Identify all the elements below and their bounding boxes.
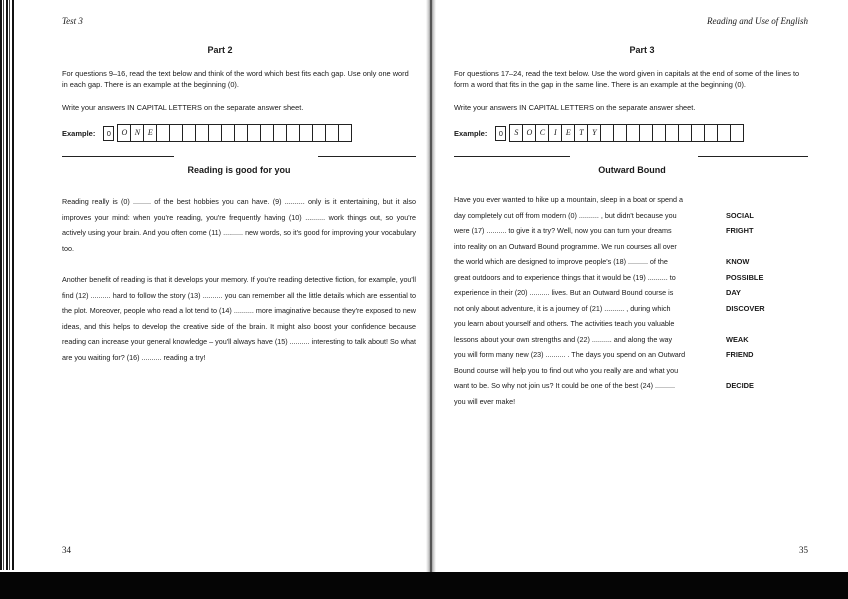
answer-letter-box [273,124,287,142]
stem-word: DISCOVER [726,303,765,313]
answer-letter-box [182,124,196,142]
running-header: Reading and Use of English [707,16,808,26]
stem-word: FRIGHT [726,226,754,236]
answer-letter-box [169,124,183,142]
example-answer-boxes [118,124,352,142]
stem-word: WEAK [726,334,749,344]
answer-letter-box: C [535,124,549,142]
line-text: you learn about yourself and others. The activities teach you valuable [454,319,675,329]
answer-letter-box: E [561,124,575,142]
line-text: day completely cut off from modern (0) .......... , but didn't because you [454,210,677,220]
answer-letter-box [717,124,731,142]
stem-word: SOCIAL [726,210,754,220]
answer-letter-box [234,124,248,142]
instructions [454,68,810,125]
stem-word: DECIDE [726,381,754,391]
answer-letter-box [639,124,653,142]
text-title: Outward Bound [598,165,666,175]
example-number: 0 [103,126,114,141]
part-title: Part 2 [207,45,233,55]
text-line [454,378,765,394]
example-number: 0 [495,126,506,141]
stem-word: POSSIBLE [726,272,764,282]
divider [698,156,808,157]
answer-letter-box [338,124,352,142]
answer-letter-box [652,124,666,142]
answer-letter-box [247,124,261,142]
answer-letter-box [691,124,705,142]
example-label: Example: [454,128,488,138]
line-text: not only about adventure, it is a journey of (21) .......... , during which [454,303,671,313]
text-line [454,332,765,348]
stem-word [716,239,765,255]
text-title: Reading is good for you [187,165,291,175]
answer-letter-box [600,124,614,142]
answer-letter-box [195,124,209,142]
example-answer-boxes [510,124,744,142]
answer-letter-box [286,124,300,142]
instruction-text: Write your answers IN CAPITAL LETTERS on the separate answer sheet. [454,103,696,112]
line-text: Bound course will help you to find out who you really are and what you [454,365,679,375]
text-line [454,347,765,363]
part-title: Part 3 [629,45,655,55]
body-text [62,194,416,381]
stem-word: DAY [726,288,741,298]
page-gutter [426,0,436,572]
stem-word [716,192,765,208]
page-number: 35 [799,545,808,555]
answer-letter-box [730,124,744,142]
text-line [454,270,765,286]
divider [318,156,416,157]
answer-letter-box: E [143,124,157,142]
answer-letter-box [678,124,692,142]
gap-text-table [454,192,765,409]
answer-letter-box: O [522,124,536,142]
text-line [454,223,765,239]
answer-letter-box [156,124,170,142]
stem-word [716,394,765,410]
answer-letter-box [208,124,222,142]
instruction-text: Write your answers IN CAPITAL LETTERS on the separate answer sheet. [62,103,304,112]
paragraph: Reading really is (0) ......... of the best hobbies you can have. (9) .......... only is it entertaining, but it also improves your mind: when you're reading, you're frequently having (10) .......... work things out, so you're actively using your brain. And you often come (11) .......... new words, so it's good for improving your vocabulary too. [62,197,416,253]
stem-word: KNOW [726,257,750,267]
example-row [62,124,352,142]
text-line [454,301,765,317]
answer-letter-box [260,124,274,142]
line-text: the world which are designed to improve people's (18) .......... of the [454,257,668,267]
line-text: great outdoors and to experience things that it would be (19) .......... to [454,272,676,282]
page-number: 34 [62,545,71,555]
stem-word: FRIEND [726,350,754,360]
answer-letter-box: O [117,124,131,142]
text-line [454,239,765,255]
paragraph: Another benefit of reading is that it develops your memory. If you're reading detective fiction, for example, you'll find (12) .......... hard to follow the story (13) .......... you can remember all the little details which are essential to the plot. Moreover, people who read a lot tend to (14) .......... more imaginative because they're exposed to new ideas, and this helps to develop the creative side of the brain. It might also boost your confidence because reading can increase your general knowledge – you'll always have (15) .......... interesting to talk about! So what are you waiting for? (16) .......... reading a try! [62,275,416,362]
answer-letter-box [221,124,235,142]
line-text: were (17) .......... to give it a try? Well, now you can turn your dreams [454,226,672,236]
book-binding [0,0,14,570]
line-text: into reality on an Outward Bound programme. We run courses all over [454,241,677,251]
text-line [454,363,765,379]
instructions [62,68,416,125]
answer-letter-box: Y [587,124,601,142]
answer-letter-box [665,124,679,142]
answer-letter-box: S [509,124,523,142]
text-line [454,192,765,208]
answer-letter-box [704,124,718,142]
text-line [454,394,765,410]
line-text: you will form many new (23) .......... . The days you spend on an Outward [454,350,686,360]
answer-letter-box: N [130,124,144,142]
example-label: Example: [62,128,96,138]
answer-letter-box [626,124,640,142]
stem-word [716,363,765,379]
running-header: Test 3 [62,16,83,26]
answer-letter-box [325,124,339,142]
divider [454,156,570,157]
answer-letter-box: T [574,124,588,142]
answer-letter-box: I [548,124,562,142]
text-line [454,208,765,224]
line-text: you will ever make! [454,396,516,406]
line-text: want to be. So why not join us? It could be one of the best (24) .......... [454,381,675,391]
text-line [454,254,765,270]
answer-letter-box [299,124,313,142]
example-row [454,124,744,142]
divider [62,156,174,157]
right-page [436,0,848,572]
line-text: lessons about your own strengths and (22) .......... and along the way [454,334,673,344]
left-page [14,0,426,572]
stem-word [716,316,765,332]
instruction-text: For questions 9–16, read the text below and think of the word which best fits each gap. Use only one word in each gap. There is an example at the beginning (0). [62,69,409,89]
text-line [454,285,765,301]
instruction-text: For questions 17–24, read the text below. Use the word given in capitals at the end of some of the lines to form a word that fits in the gap in the same line. There is an example at the beginning (0). [454,69,800,89]
line-text: Have you ever wanted to hike up a mountain, sleep in a boat or spend a [454,195,683,205]
scan-edge [0,572,848,599]
answer-letter-box [312,124,326,142]
line-text: experience in their (20) .......... lives. But an Outward Bound course is [454,288,674,298]
text-line [454,316,765,332]
answer-letter-box [613,124,627,142]
